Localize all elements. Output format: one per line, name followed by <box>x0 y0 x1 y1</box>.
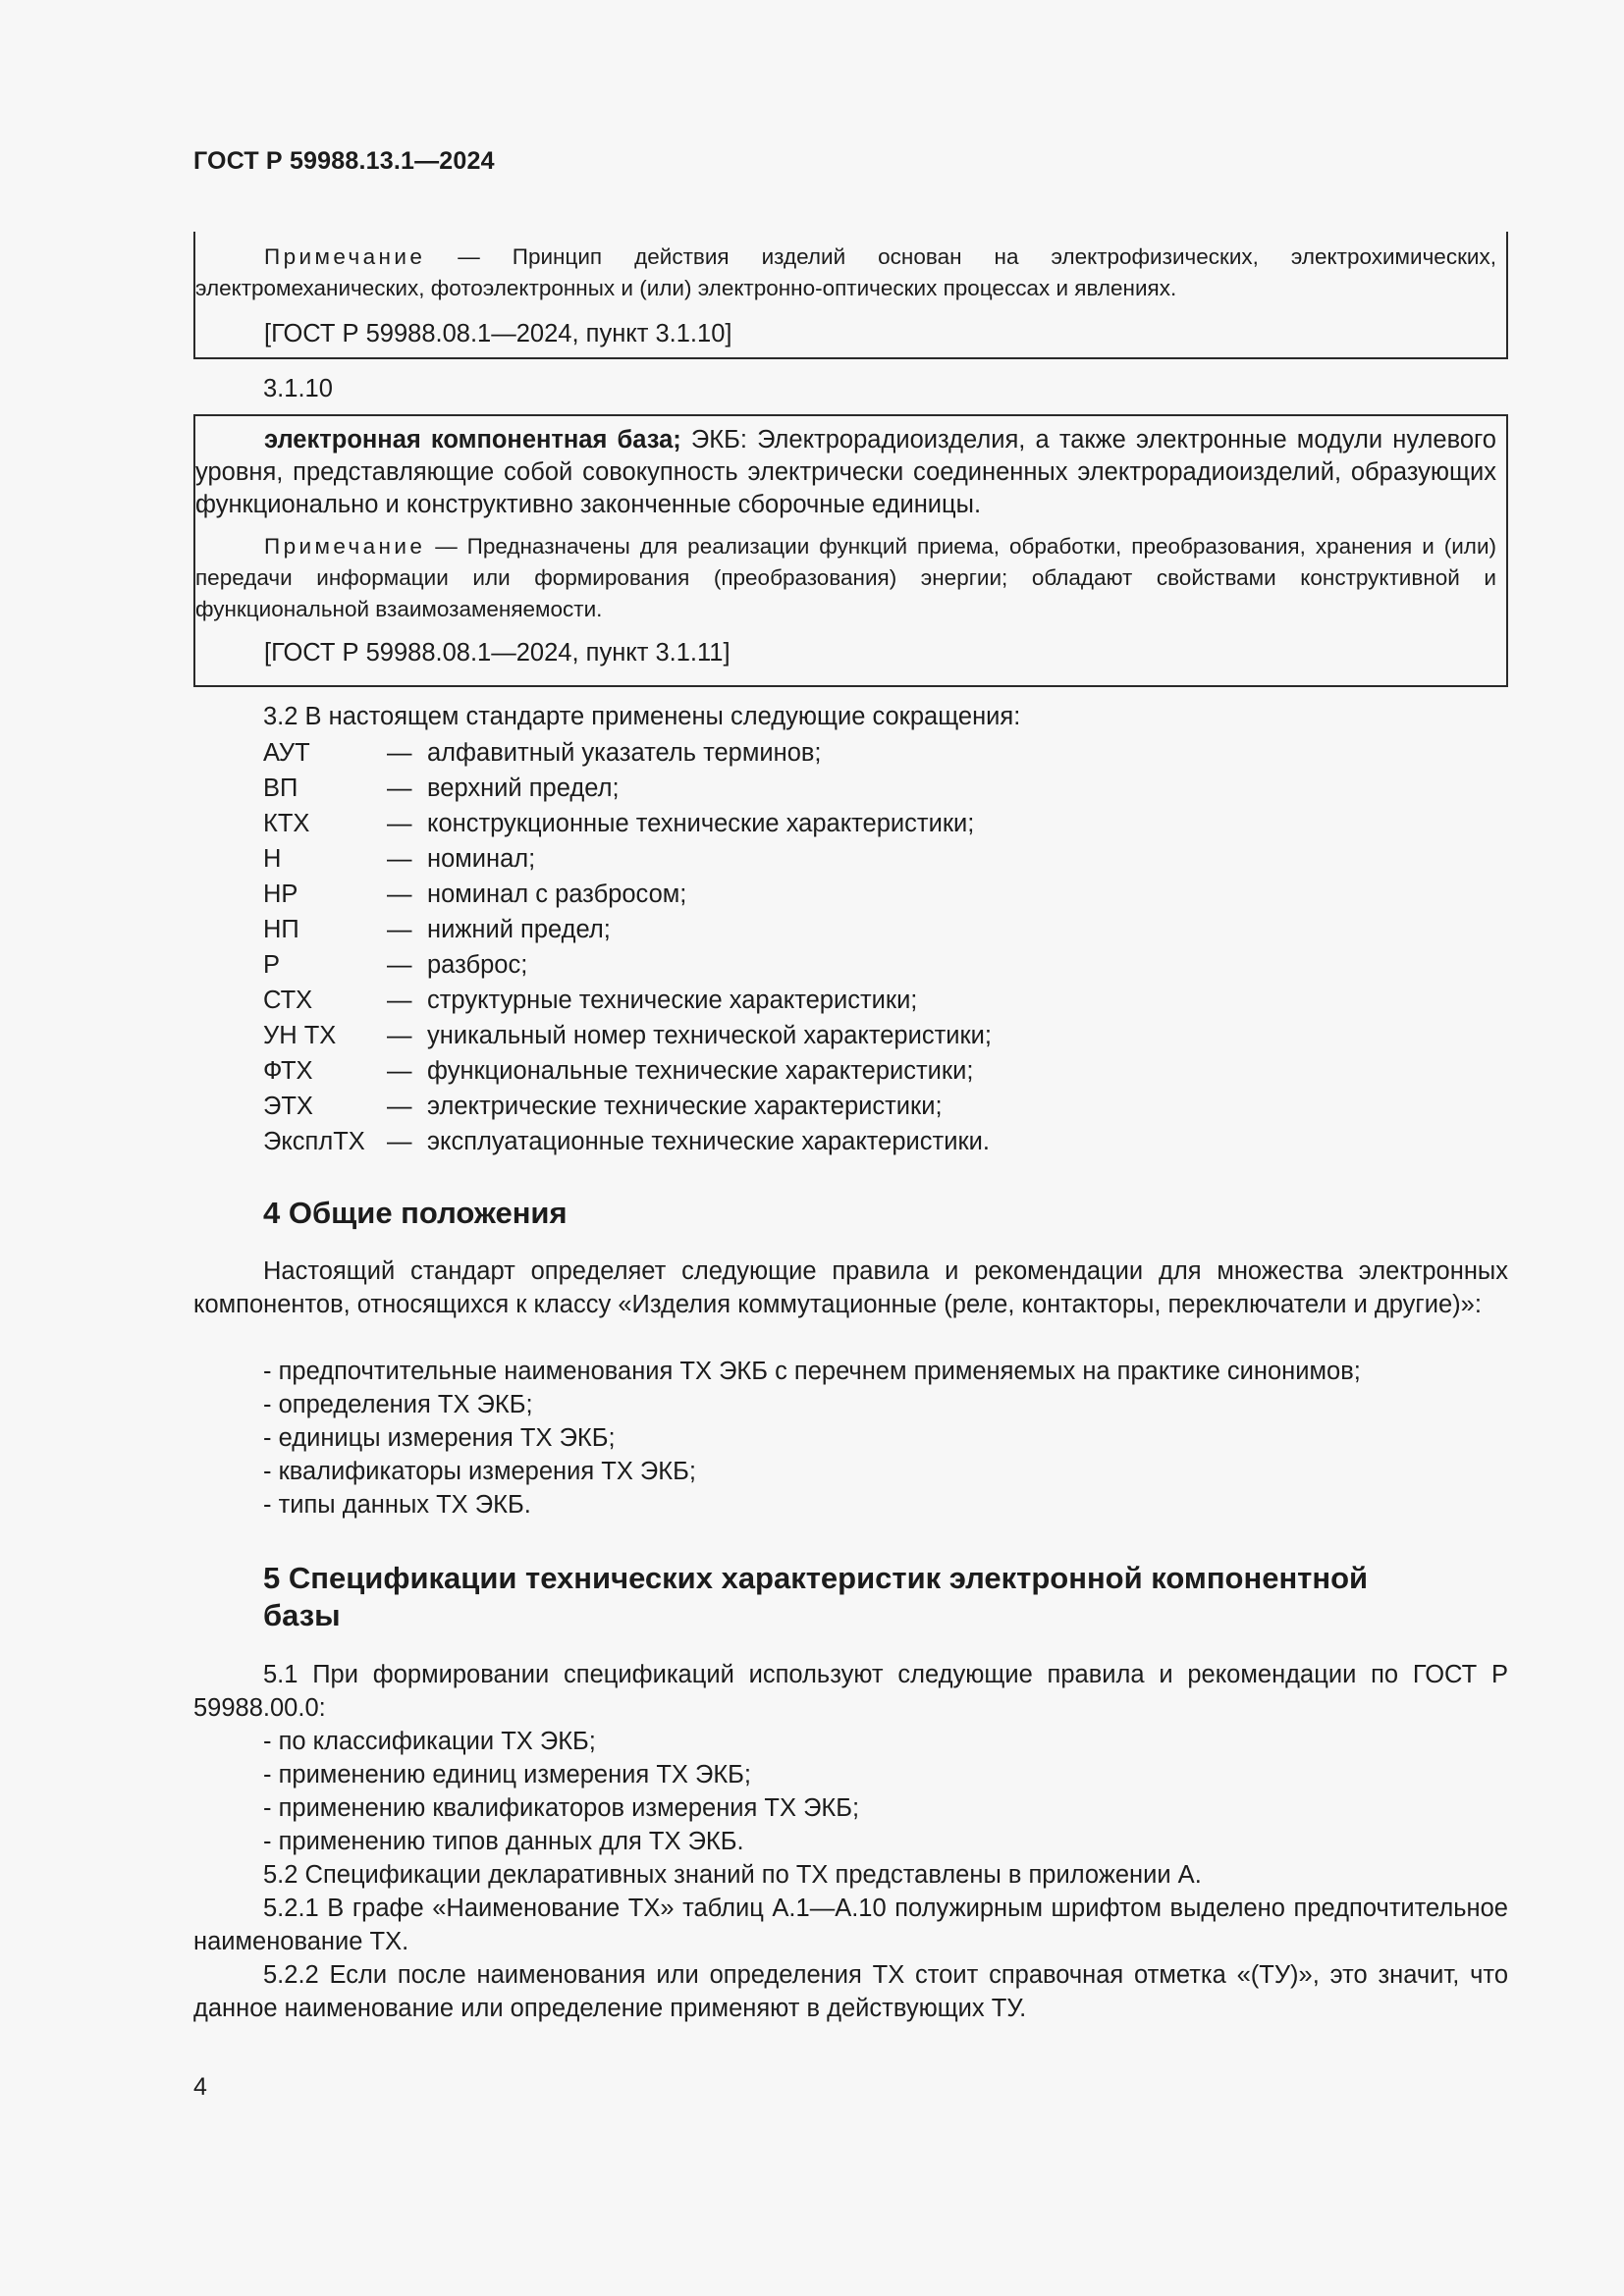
abbreviation-dash: — <box>387 774 412 802</box>
abbreviation-desc: конструкционные технические характеристики; <box>427 810 975 837</box>
definition-text: ЭКБ: Электрорадиоизделия, а также электронные модули нулевого уровня, представляющие собой совокупность электрически соединенных электрорадиоизделий, образующих функционально и конструктивно законченные сборочные единицы. <box>195 426 1496 518</box>
list-item: - применению квалификаторов измерения ТХ ЭКБ; <box>263 1794 860 1822</box>
section-5-heading <box>263 1560 1368 1634</box>
list-item: - квалификаторы измерения ТХ ЭКБ; <box>263 1458 696 1485</box>
abbreviation-code: ЭТХ <box>263 1093 313 1120</box>
note-text: — Принцип действия изделий основан на электрофизических, электрохимических, электромеханических, фотоэлектронных и (или) электронно-оптических процессах и явлениях. <box>195 244 1496 300</box>
note-paragraph <box>195 241 1496 304</box>
term-box-ekb <box>193 414 1508 687</box>
abbreviation-code: СТХ <box>263 987 313 1014</box>
abbreviation-desc: электрические технические характеристики; <box>427 1093 943 1120</box>
section-4-intro: Настоящий стандарт определяет следующие правила и рекомендации для множества электронных компонентов, относящихся к классу «Изделия коммутационные (реле, контакторы, переключатели и другие)»: <box>193 1257 1508 1318</box>
note-text: — Предназначены для реализации функций приема, обработки, преобразования, хранения и (или) передачи информации или формирования (преобразования) энергии; обладают свойствами конструктивной и функциональной взаимозаменяемости. <box>195 534 1496 621</box>
abbreviation-code: НП <box>263 916 299 943</box>
abbreviation-desc: алфавитный указатель терминов; <box>427 739 822 767</box>
abbreviation-code: НР <box>263 881 298 908</box>
paragraph-5-1: 5.1 При формировании спецификаций используют следующие правила и рекомендации по ГОСТ Р 59988.00.0: <box>193 1661 1508 1722</box>
abbreviation-dash: — <box>387 1128 412 1155</box>
abbreviation-desc: структурные технические характеристики; <box>427 987 918 1014</box>
paragraph-5-2-2: 5.2.2 Если после наименования или определения ТХ стоит справочная отметка «(ТУ)», это значит, что данное наименование или определение применяют в действующих ТУ. <box>193 1961 1508 2022</box>
paragraph-5-2: 5.2 Спецификации декларативных знаний по ТХ представлены в приложении А. <box>263 1861 1202 1889</box>
term-box-previous <box>193 232 1508 359</box>
note-label: Примечание <box>264 534 426 559</box>
page-number: 4 <box>193 2073 207 2101</box>
abbreviation-code: ЭксплТХ <box>263 1128 365 1155</box>
note-paragraph <box>195 531 1496 625</box>
abbreviation-dash: — <box>387 845 412 873</box>
abbreviation-code: ФТХ <box>263 1057 313 1085</box>
abbreviation-desc: эксплуатационные технические характеристики. <box>427 1128 990 1155</box>
abbreviation-code: ВП <box>263 774 298 802</box>
note-label: Примечание <box>264 244 426 269</box>
abbreviations-intro: 3.2 В настоящем стандарте применены следующие сокращения: <box>263 703 1021 730</box>
abbreviation-desc: разброс; <box>427 951 528 979</box>
section-4-heading: 4 Общие положения <box>263 1196 568 1230</box>
document-header: ГОСТ Р 59988.13.1—2024 <box>193 147 495 175</box>
list-item: - применению единиц измерения ТХ ЭКБ; <box>263 1761 751 1789</box>
list-item: - типы данных ТХ ЭКБ. <box>263 1491 531 1519</box>
section-5-heading-line1: 5 Спецификации технических характеристик электронной компонентной <box>263 1561 1369 1595</box>
paragraph-5-2-1: 5.2.1 В графе «Наименование ТХ» таблиц А.1—А.10 полужирным шрифтом выделено предпочтительное наименование ТХ. <box>193 1895 1508 1955</box>
term-definition <box>195 424 1496 521</box>
list-item: - предпочтительные наименования ТХ ЭКБ с перечнем применяемых на практике синонимов; <box>263 1358 1361 1385</box>
term-reference: [ГОСТ Р 59988.08.1—2024, пункт 3.1.10] <box>264 320 732 347</box>
abbreviation-desc: нижний предел; <box>427 916 611 943</box>
abbreviation-desc: функциональные технические характеристики; <box>427 1057 974 1085</box>
abbreviation-dash: — <box>387 987 412 1014</box>
abbreviation-desc: номинал с разбросом; <box>427 881 687 908</box>
abbreviation-dash: — <box>387 810 412 837</box>
abbreviation-desc: уникальный номер технической характеристики; <box>427 1022 992 1049</box>
list-item: - по классификации ТХ ЭКБ; <box>263 1728 596 1755</box>
abbreviation-dash: — <box>387 951 412 979</box>
abbreviation-desc: верхний предел; <box>427 774 620 802</box>
list-item: - применению типов данных для ТХ ЭКБ. <box>263 1828 744 1855</box>
list-item: - определения ТХ ЭКБ; <box>263 1391 533 1418</box>
clause-number: 3.1.10 <box>263 375 333 402</box>
abbreviation-dash: — <box>387 916 412 943</box>
abbreviation-dash: — <box>387 881 412 908</box>
abbreviation-code: УН ТХ <box>263 1022 337 1049</box>
abbreviation-dash: — <box>387 1057 412 1085</box>
abbreviation-dash: — <box>387 1022 412 1049</box>
abbreviation-code: КТХ <box>263 810 310 837</box>
term-name: электронная компонентная база; <box>264 426 681 454</box>
abbreviation-dash: — <box>387 739 412 767</box>
abbreviation-code: АУТ <box>263 739 310 767</box>
abbreviation-desc: номинал; <box>427 845 536 873</box>
abbreviation-code: Н <box>263 845 282 873</box>
abbreviation-code: Р <box>263 951 281 979</box>
term-reference: [ГОСТ Р 59988.08.1—2024, пункт 3.1.11] <box>264 639 731 667</box>
list-item: - единицы измерения ТХ ЭКБ; <box>263 1424 616 1452</box>
abbreviation-dash: — <box>387 1093 412 1120</box>
section-5-heading-line2: базы <box>263 1598 341 1632</box>
